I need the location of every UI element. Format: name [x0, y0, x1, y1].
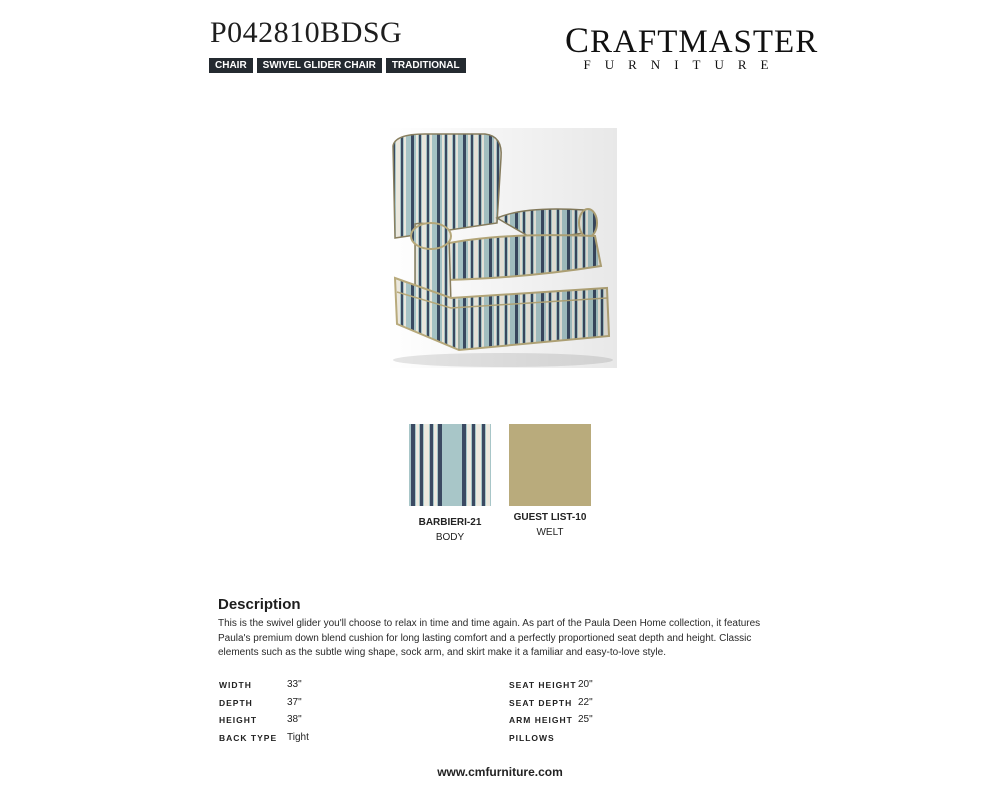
swatch-guest-list-10-chip: [509, 424, 591, 506]
spec-value: 25": [578, 714, 593, 726]
spec-label: BACK TYPE: [219, 733, 278, 744]
logo-subtitle: FURNITURE: [583, 57, 783, 72]
spec-value: 20": [578, 679, 593, 690]
description-heading: Description: [218, 596, 301, 613]
swivel-glider-chair-image: [385, 128, 617, 368]
spec-row: [509, 732, 749, 750]
spec-label: SEAT DEPTH: [509, 697, 573, 708]
spec-value: 37": [287, 696, 302, 708]
spec-label: WIDTH: [219, 680, 252, 690]
swatch-role: WELT: [536, 527, 564, 538]
tag-traditional[interactable]: TRADITIONAL: [386, 58, 466, 73]
tag-swivel-glider-chair[interactable]: SWIVEL GLIDER CHAIR: [257, 58, 382, 73]
swatch-body[interactable]: [409, 424, 491, 543]
swatch-barbieri-21-chip: [409, 424, 491, 506]
spec-row: [219, 679, 459, 697]
product-sku: P042810BDSG: [210, 16, 403, 49]
swatch-name: GUEST LIST-10: [513, 512, 587, 523]
website-link[interactable]: www.cmfurniture.com: [437, 765, 563, 779]
spec-row: [219, 714, 459, 732]
spec-row: [509, 697, 749, 715]
spec-value: 38": [287, 714, 302, 726]
spec-row: [509, 714, 749, 732]
spec-row: [219, 697, 459, 715]
spec-row: [509, 679, 749, 697]
spec-label: HEIGHT: [219, 715, 258, 726]
spec-row: [219, 732, 459, 750]
category-tags: [209, 58, 466, 73]
tag-chair[interactable]: CHAIR: [209, 58, 253, 73]
spec-label: ARM HEIGHT: [509, 715, 573, 726]
specs-left: [219, 679, 459, 750]
description-text: This is the swivel glider you'll choose to relax in time and time again. As part of the Paula Deen Home collection, it features Paula's premium down blend cushion for long lasting comfort and a perfectly proportioned seat depth and height. Classic elements such as the subtle wing shape, sock arm, and skirt make it a familiar and easy-to-love style.: [218, 618, 761, 659]
spec-label: DEPTH: [219, 697, 253, 708]
swatch-name: BARBIERI-21: [418, 517, 482, 528]
spec-value: 33": [287, 679, 302, 690]
swatch-welt[interactable]: [509, 424, 591, 538]
craftmaster-logo: [565, 20, 819, 72]
spec-label: PILLOWS: [509, 733, 555, 744]
specs-right: [509, 679, 749, 750]
spec-label: SEAT HEIGHT: [509, 680, 577, 690]
spec-value: Tight: [287, 732, 309, 744]
logo-wordmark: CRAFTMASTER: [565, 20, 819, 60]
spec-value: 22": [578, 696, 593, 708]
swatch-role: BODY: [435, 532, 465, 543]
